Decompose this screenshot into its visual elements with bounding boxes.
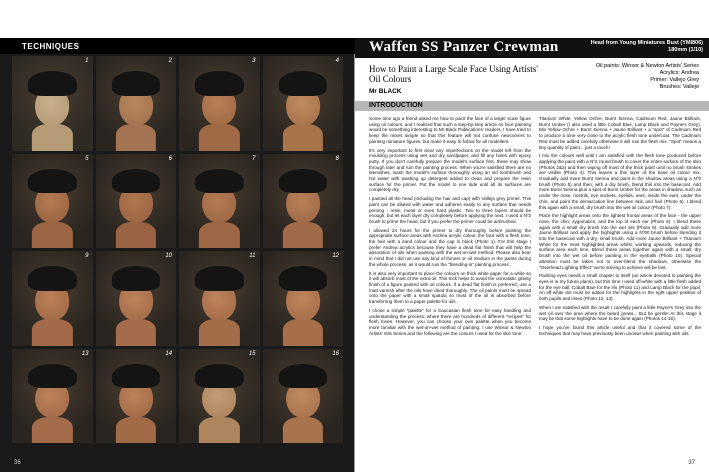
photo-number: 16 — [332, 350, 339, 357]
photo-number: 2 — [168, 58, 172, 64]
body-paragraph: I hope you've found this article useful and that it covered some of the techniques that may have previously been unclear when painting with oils. — [539, 324, 701, 336]
step-photo — [263, 251, 344, 346]
body-paragraph: Some time ago a friend asked me how to paint the face of a larger scale figure using oil colours, and I realized that such a step-by-step article on face painting would be something interesting to Mr Black Publications' readers. I have tried to keep the mixes simple so that this feature will not confuse newcomers to painting miniature figures, but make it easy to follow for all modellers. — [369, 116, 531, 144]
step-photo — [12, 56, 93, 151]
step-photo — [263, 349, 344, 444]
step-photo — [263, 154, 344, 249]
photo-number: 6 — [168, 155, 172, 162]
body-paragraph: I mix the colours well until I am satisfied with the flesh tone produced before applying the paint with a Nº2 round brush to cover the entire surface of the skin (Photos 2&3) and then wiping off most of the thick paint until no brush strokes are visible (Photo 4). This leaves a thin layer of the base oil colour mix. Gradually add more Burnt Sienna and paint in the shadow areas using a Nº0 brush (Photo 5) and then, with a dry brush, blend this into the basecoat. Add more Burnt Sienna plus a spot of Burnt Umber for the areas in shadow, such as under the nose, nostrils, eye sockets, eyelids, ears, inside the ears, under the chin, and paint the demarcation line between skin and hair (Photo 6). I blend this again with a small, dry brush into the wet oil colour (Photo 7). — [539, 153, 701, 210]
step-photo — [96, 56, 177, 151]
materials-acrylics: Acrylics: Andrea — [659, 70, 699, 76]
step-photo — [96, 251, 177, 346]
materials-brushes: Brushes: Vallejo — [659, 84, 699, 90]
model-info-line: Head from Young Miniatures Bust (YMI806) — [590, 40, 703, 46]
step-photo — [179, 349, 260, 444]
photo-number: 13 — [81, 350, 89, 357]
photo-number: 11 — [249, 253, 256, 259]
photo-number: 1 — [85, 58, 89, 64]
body-paragraph: It is also very important to place the colours on thick white paper for a while so it will absorb most of the extra oil. This trick helps to avoid the unrealistic glossy finish of a figure painted with oil colours. If a dead flat finish is preferred, use a matt varnish after the oils have dried thoroughly. The oil paints must be spread onto the paper with a small spatula so most of the oil is absorbed before transferring them to a paper palette for oils. — [369, 270, 531, 305]
article-title: Waffen SS Panzer Crewman — [369, 39, 559, 55]
body-paragraph: I painted all the head (including the hair and cap) with Vallejo grey primer. This paint can be diluted with water and adheres easily to any surface that needs priming - resin, metal or even hard plastic. Two to three layers should be enough, but let each layer dry completely before applying the next. I used a Nº2 brush to prime the head, but if you prefer the primer could be airbrushed. — [369, 196, 531, 224]
body-paragraph: Place the highlight areas onto the lightest frontal areas of the face - the upper nose, the chin, zygomatics, and the top of each ear (Photo 8). I blend these again with a small dry brush into the wet oils (Photo 9). Gradually add more Jaune Brilliant and apply the highlights using a Nº00 brush before blending it into the basecoat with a dry, small brush. Add more Jaune Brilliant + Titanium White for the most highlighted areas whilst, working upwards, reducing the surface area each time. Blend these areas together again with a small, dry brush into the wet oil before painting in the eyeballs (Photo 10). Special attention must be taken not to over-blend the shadows, otherwise the "Overhead Lighting Effect" we're striving to achieve will be lost. — [539, 213, 701, 270]
photo-number: 10 — [165, 253, 172, 259]
step-photo — [179, 154, 260, 249]
photo-number: 12 — [332, 253, 339, 259]
photo-number: 3 — [252, 58, 256, 64]
step-photo — [179, 56, 260, 151]
article-body — [369, 116, 701, 456]
section-heading: INTRODUCTION — [355, 101, 709, 111]
step-photo — [12, 154, 93, 249]
photo-number: 8 — [335, 155, 339, 162]
photo-number: 15 — [248, 350, 256, 357]
step-photo — [179, 251, 260, 346]
step-photo — [12, 349, 93, 444]
body-column-right — [539, 116, 701, 456]
model-scale-line: 180mm (1/10) — [668, 47, 703, 53]
body-paragraph: It's very important to first clear any imperfections on the model left from the moulding process using wet and dry sandpaper, and fill any holes with epoxy putty. If you don't carefully prepare the model's surface first, these may show through later and ruin the painting process. When you're satisfied there are no blemishes, wash the model's surface thoroughly using an old toothbrush and hot water with washing up detergent added to clean and prepare the resin surface for the primer. Put the model to one side until all its surfaces are completely dry. — [369, 147, 531, 193]
materials-oils: Oil paints: Winsor & Newton Artists' Series — [595, 63, 699, 69]
step-photo — [96, 349, 177, 444]
step-photo — [96, 154, 177, 249]
body-column-left — [369, 116, 531, 456]
materials-primer: Primer: Vallejo Grey — [650, 77, 699, 83]
step-photo — [263, 56, 344, 151]
body-paragraph: I chose a simple "palette" for a Caucasian flesh tone for easy handling and understanding the process: where there are hundreds of different "recipes" for flesh tones. However, you can choose your own palette when you become more familiar with the wet-on-wet method of painting. I use Winsor & Newton Artists' Oils Series and the following are the colours I used for the skin tone: — [369, 307, 531, 336]
body-paragraph: I allowed 24 hours for the primer to dry thoroughly before painting the appropriate surface areas with Andrea acrylic colour, the face with a flesh tone, the hair with a sand colour and the cap in black (Photo 1). For this stage I prefer Andrea acrylics because they have a dead flat finish that will help the absorption of oils when painting with the wet-on-wet method. Please also bear in mind that I did not use any kind of thinner or oil medium in the paints during the whole process, as it would ruin the "blending-in" painting process. — [369, 227, 531, 267]
article-subtitle: How to Paint a Large Scale Face Using Artists' Oil Colours — [369, 64, 538, 84]
page-number-left: 36 — [14, 460, 21, 466]
article-author: Mr BLACK — [369, 88, 402, 95]
photo-number: 14 — [165, 350, 172, 357]
body-paragraph: Titanium White, Yellow Ochre, Burnt Sienna, Cadmium Red, Jaune Brilliant, Burnt Umber (I also used a little Cobalt Blue, Lamp Black and Payne's Grey). Mix Yellow Ochre + Burnt Sienna + Jaune Brilliant + a "spot" of Cadmium Red to produce a tone very close to the acrylic flesh tone undercoat. The Cadmium Red must be added carefully otherwise it will ruin the flesh mix. "Spot" means a tiny quantity of paint... just a touch! — [539, 116, 701, 150]
page-number-right: 37 — [688, 460, 695, 466]
photo-grid — [12, 56, 343, 443]
photo-number: 4 — [335, 58, 339, 64]
right-page — [355, 0, 709, 472]
photo-number: 9 — [85, 253, 89, 259]
body-paragraph: Painting eyes needs a small chapter to itself (an article devoted to painting the eyes is in my future plans), but this time I used off-white with a little flesh added for the eye ball; Cobalt Blue for the iris (Photo 11) and Lamp Black for the pupil. An off-white dot must be added for the highlights in the right upper position of both pupils and irises (Photo 12, 13). — [539, 273, 701, 302]
model-info — [591, 40, 703, 54]
body-paragraph: When I am satisfied with the result I carefully paint a little Payne's Grey into the wet oil over the area where the beard grows... But be gentle! At this stage it may be that some highlights have to be done again (Photos 14-16). — [539, 304, 701, 322]
materials-list — [596, 63, 699, 91]
photo-number: 5 — [85, 155, 89, 162]
step-photo — [12, 251, 93, 346]
photo-number: 7 — [252, 155, 256, 162]
left-page-top-margin — [0, 0, 355, 38]
section-tab: TECHNIQUES — [0, 38, 355, 54]
title-bar — [355, 38, 709, 58]
